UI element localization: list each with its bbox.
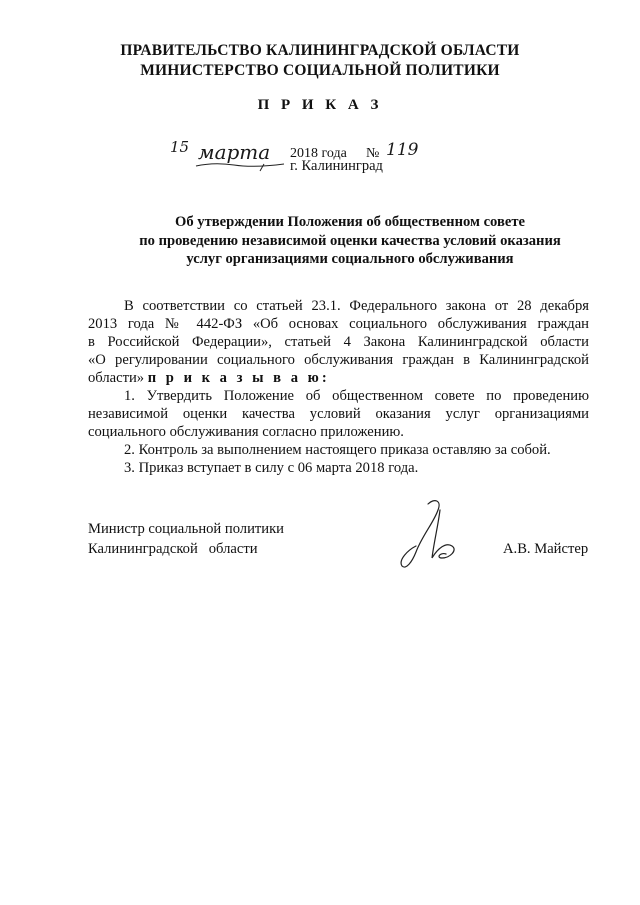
city-label: г. Калининград <box>290 158 383 174</box>
paragraph-1-line-2: 2013 года № 442-ФЗ «Об основах социального обслуживания граждан <box>88 316 589 332</box>
handwritten-number: 119 <box>386 140 419 160</box>
header-ministry: МИНИСТЕРСТВО СОЦИАЛЬНОЙ ПОЛИТИКИ <box>140 62 500 79</box>
paragraph-1-line-4: «О регулировании социального обслуживания граждан в Калининградской <box>88 352 589 368</box>
number-sign: № <box>366 146 380 161</box>
item-1-line-2: независимой оценки качества условий оказания услуг организациями <box>88 406 589 422</box>
title-line-3: услуг организациями социального обслуживания <box>186 251 514 267</box>
order-verb: п р и к а з ы в а ю: <box>147 370 330 386</box>
item-1-line-1: 1. Утвердить Положение об общественном совете по проведению <box>124 388 589 404</box>
body-text <box>88 297 589 477</box>
handwritten-day: 15 <box>170 138 190 156</box>
date-underline <box>194 160 289 172</box>
position-line-2: Калининградской области <box>88 541 258 557</box>
header-government: ПРАВИТЕЛЬСТВО КАЛИНИНГРАДСКОЙ ОБЛАСТИ <box>120 42 520 59</box>
handwritten-signature <box>398 496 468 576</box>
item-1-line-3: социального обслуживания согласно приложению. <box>88 424 404 440</box>
signatory-name: А.В. Майстер <box>503 541 589 557</box>
title-line-2: по проведению независимой оценки качества условий оказания <box>139 233 561 249</box>
paragraph-1-line-3: в Российской Федерации», статьей 4 Закона Калининградской области <box>88 334 589 350</box>
signatory-position <box>88 519 284 559</box>
order-heading: П Р И К А З <box>257 97 383 113</box>
title-line-1: Об утверждении Положения об общественном совете <box>174 214 525 230</box>
date-year: 2018 года <box>290 146 347 161</box>
item-3: 3. Приказ вступает в силу с 06 марта 2018 года. <box>124 460 419 476</box>
paragraph-1-ending: области» <box>88 370 145 386</box>
paragraph-1-line-1: В соответствии со статьей 23.1. Федерального закона от 28 декабря <box>124 298 589 314</box>
item-2: 2. Контроль за выполнением настоящего приказа оставляю за собой. <box>124 442 551 458</box>
handwritten-month: марта <box>198 140 271 164</box>
position-line-1: Министр социальной политики <box>88 521 284 537</box>
paragraph-1-line-5 <box>88 369 589 387</box>
